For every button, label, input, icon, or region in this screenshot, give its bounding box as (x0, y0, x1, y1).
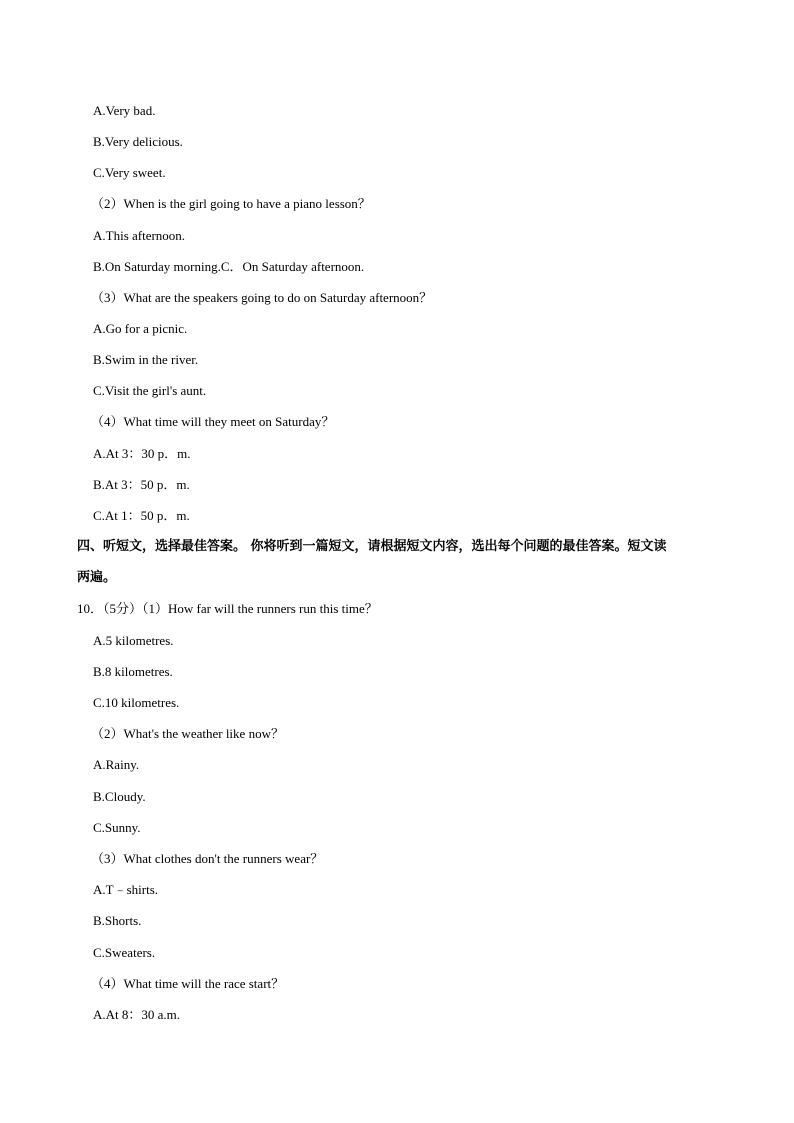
question-2-weather: （2）What's the weather like now？ (91, 726, 284, 741)
option-b-350: B.At 3：50 p．m. (93, 477, 190, 492)
question-3-saturday-afternoon: （3）What are the speakers going to do on Saturday afternoon？ (91, 290, 433, 305)
option-a-330: A.At 3：30 p．m. (93, 446, 191, 461)
section-four-heading-cont: 两遍。 (77, 570, 117, 585)
option-c-sunny: C.Sunny. (93, 820, 141, 835)
option-b-cloudy: B.Cloudy. (93, 789, 146, 804)
option-a-this-afternoon: A.This afternoon. (93, 228, 186, 243)
option-a-very-bad: A.Very bad. (93, 103, 156, 118)
option-a-5km: A.5 kilometres. (93, 633, 174, 648)
option-c-sweaters: C.Sweaters. (93, 945, 156, 960)
option-c-10km: C.10 kilometres. (93, 695, 180, 710)
option-b-8km: B.8 kilometres. (93, 664, 173, 679)
question-4-race-start: （4）What time will the race start？ (91, 976, 285, 991)
option-a-picnic: A.Go for a picnic. (93, 321, 188, 336)
question-4-meet-time: （4）What time will they meet on Saturday？ (91, 414, 335, 429)
question-10-header: 10．（5分）（1）How far will the runners run this time？ (77, 601, 378, 616)
option-c-very-sweet: C.Very sweet. (93, 165, 166, 180)
question-3-clothes: （3）What clothes don't the runners wear？ (91, 851, 324, 866)
option-b-swim: B.Swim in the river. (93, 352, 199, 367)
option-a-rainy: A.Rainy. (93, 757, 140, 772)
option-b-c-saturday: B.On Saturday morning.C．On Saturday afternoon. (93, 259, 365, 274)
section-four-heading: 四、听短文，选择最佳答案。 你将听到一篇短文，请根据短文内容，选出每个问题的最佳答案。短文读 (77, 539, 667, 554)
option-c-150: C.At 1：50 p．m. (93, 508, 190, 523)
option-a-830: A.At 8：30 a.m. (93, 1007, 181, 1022)
option-b-very-delicious: B.Very delicious. (93, 134, 183, 149)
option-a-tshirts: A.T﹣shirts. (93, 882, 159, 897)
option-c-visit-aunt: C.Visit the girl's aunt. (93, 383, 207, 398)
question-2-piano-lesson: （2）When is the girl going to have a piano lesson？ (91, 196, 371, 211)
option-b-shorts: B.Shorts. (93, 913, 142, 928)
